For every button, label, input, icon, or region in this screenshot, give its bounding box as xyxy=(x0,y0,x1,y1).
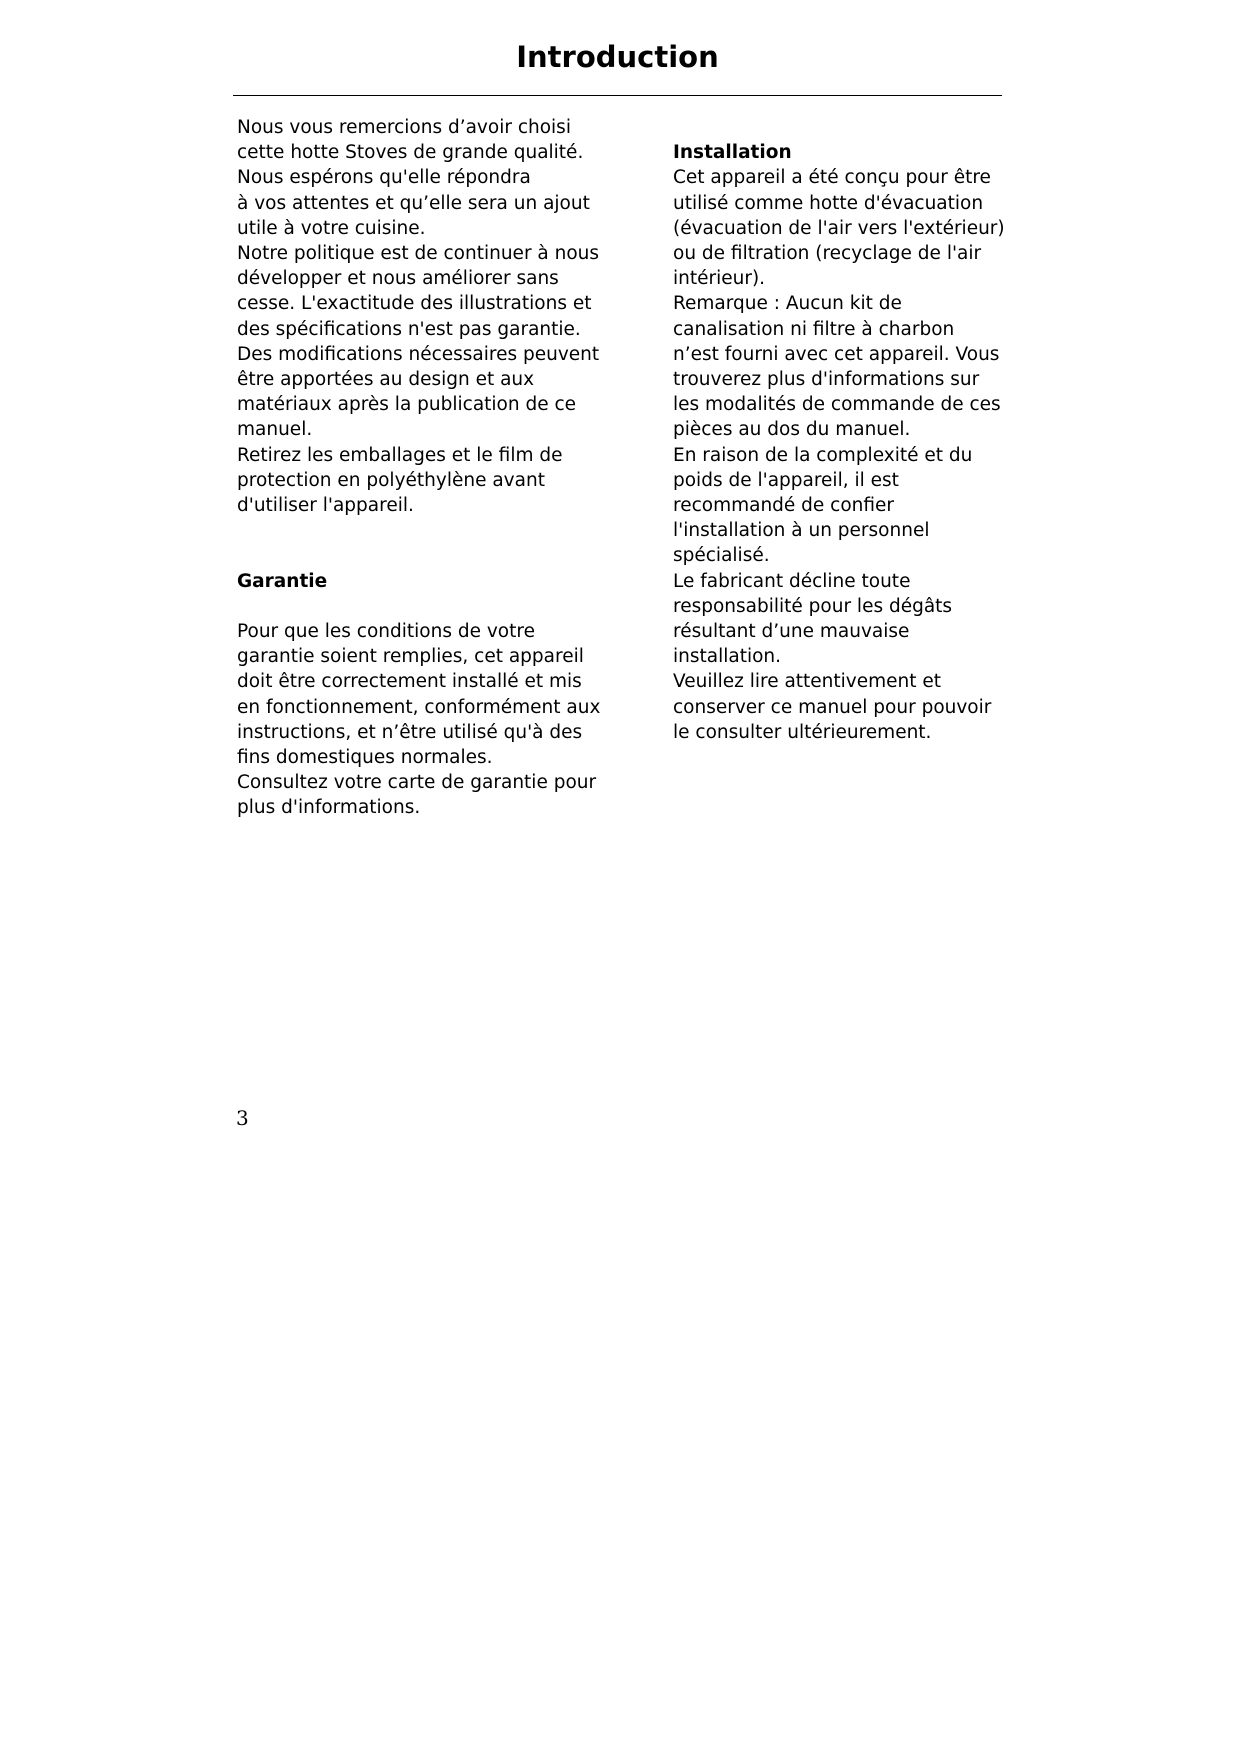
intro-line: Nous espérons qu'elle répondra xyxy=(237,167,531,189)
spacer xyxy=(237,594,612,619)
intro-line: à vos attentes et qu’elle sera un ajout xyxy=(237,192,590,214)
installation-line: Remarque : Aucun kit de xyxy=(673,293,902,315)
installation-line: Cet appareil a été conçu pour être xyxy=(673,167,991,189)
installation-line: Veuillez lire attentivement et xyxy=(673,671,942,693)
installation-line: responsabilité pour les dégâts xyxy=(673,595,953,617)
intro-line: Notre politique est de continuer à nous xyxy=(237,243,600,265)
installation-line: utilisé comme hotte d'évacuation xyxy=(673,192,984,214)
warranty-paragraphs xyxy=(237,619,612,821)
installation-line: recommandé de confier xyxy=(673,495,895,517)
installation-line: l'installation à un personnel xyxy=(673,520,930,542)
intro-line: utile à votre cuisine. xyxy=(237,217,426,239)
spacer xyxy=(237,543,612,568)
intro-line: Nous vous remercions d’avoir choisi xyxy=(237,117,571,138)
intro-line: Des modifications nécessaires peuvent xyxy=(237,343,600,365)
warranty-line: doit être correctement installé et mis xyxy=(237,671,582,693)
installation-line: spécialisé. xyxy=(673,545,770,567)
warranty-line: instructions, et n’être utilisé qu'à des xyxy=(237,721,583,743)
page-number: 3 xyxy=(236,1106,249,1130)
intro-line: développer et nous améliorer sans xyxy=(237,268,559,290)
title-divider xyxy=(233,95,1002,96)
warranty-line: garantie soient remplies, cet appareil xyxy=(237,646,584,668)
intro-line: d'utiliser l'appareil. xyxy=(237,495,414,517)
installation-line: les modalités de commande de ces xyxy=(673,394,1001,416)
installation-line: (évacuation de l'air vers l'extérieur) xyxy=(673,217,1005,239)
installation-paragraphs xyxy=(673,165,1013,745)
installation-line: En raison de la complexité et du xyxy=(673,444,973,466)
installation-line: canalisation ni filtre à charbon xyxy=(673,318,955,340)
intro-line: des spécifications n'est pas garantie. xyxy=(237,318,581,340)
intro-line: manuel. xyxy=(237,419,313,441)
installation-line: conserver ce manuel pour pouvoir xyxy=(673,696,992,718)
installation-line: trouverez plus d'informations sur xyxy=(673,369,980,391)
page-title: Introduction xyxy=(516,40,719,74)
warranty-line: Consultez votre carte de garantie pour xyxy=(237,772,597,794)
warranty-line: plus d'informations. xyxy=(237,797,421,819)
left-column xyxy=(237,115,612,821)
installation-line: ou de filtration (recyclage de l'air xyxy=(673,243,982,264)
intro-paragraphs xyxy=(237,115,612,518)
installation-line: le consulter ultérieurement. xyxy=(673,721,932,743)
installation-heading: Installation xyxy=(673,142,792,164)
intro-line: cesse. L'exactitude des illustrations et xyxy=(237,293,592,315)
intro-line: Retirez les emballages et le film de xyxy=(237,444,563,466)
installation-line: résultant d’une mauvaise xyxy=(673,621,910,643)
intro-line: être apportées au design et aux xyxy=(237,369,535,391)
installation-line: intérieur). xyxy=(673,268,766,290)
intro-line: cette hotte Stoves de grande qualité. xyxy=(237,142,584,164)
warranty-line: en fonctionnement, conformément aux xyxy=(237,696,601,718)
installation-line: pièces au dos du manuel. xyxy=(673,419,911,441)
installation-line: Le fabricant décline toute xyxy=(673,570,911,592)
installation-line: poids de l'appareil, il est xyxy=(673,469,899,491)
intro-line: matériaux après la publication de ce xyxy=(237,394,577,416)
intro-line: protection en polyéthylène avant xyxy=(237,469,545,491)
installation-line: installation. xyxy=(673,646,782,668)
installation-line: n’est fourni avec cet appareil. Vous xyxy=(673,343,1000,365)
warranty-line: fins domestiques normales. xyxy=(237,747,493,769)
right-column xyxy=(673,115,1013,745)
warranty-heading: Garantie xyxy=(237,570,328,592)
warranty-line: Pour que les conditions de votre xyxy=(237,621,535,643)
spacer xyxy=(237,518,612,543)
